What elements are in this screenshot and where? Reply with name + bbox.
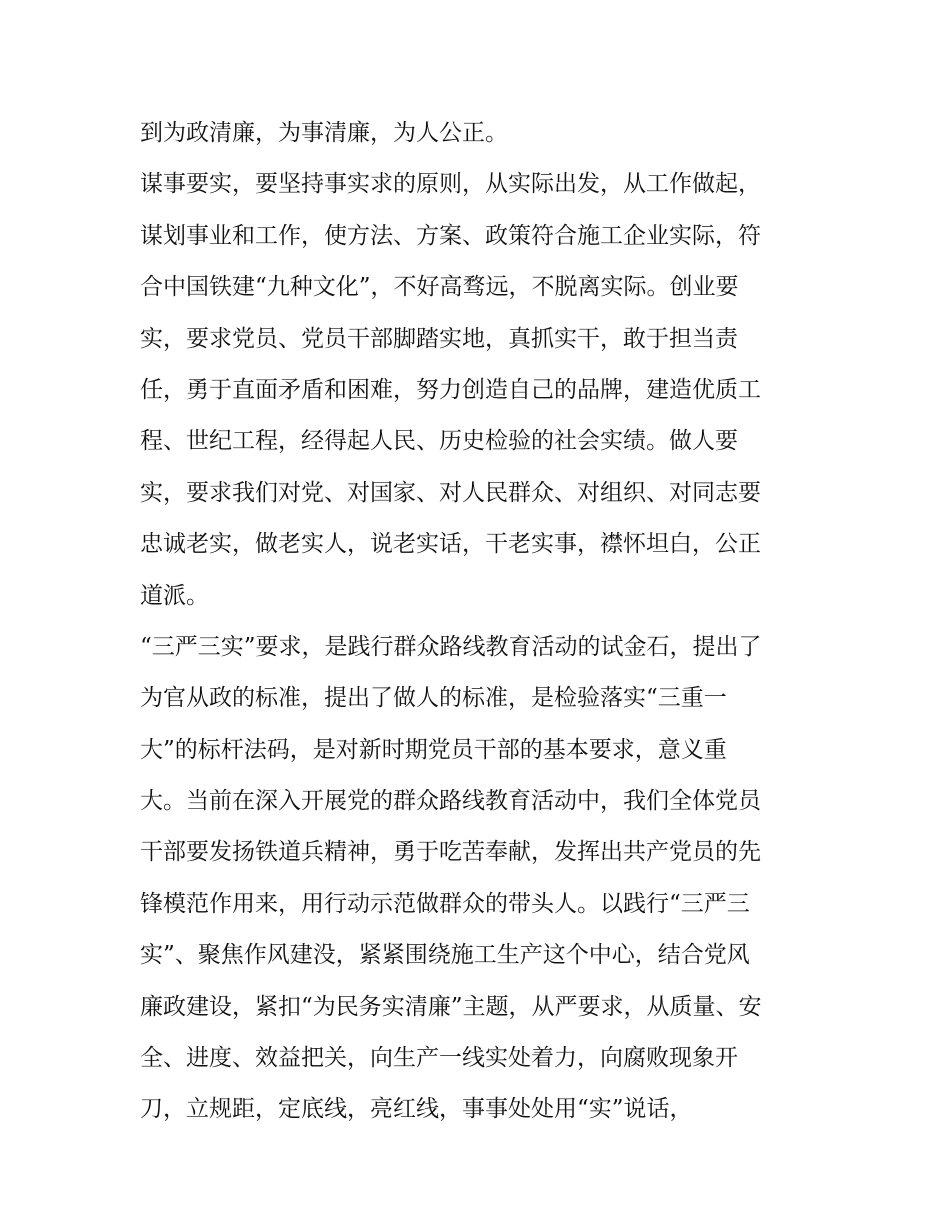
text-line: 实”、聚焦作风建没，紧紧围绕施工生产这个中心，结合党风 <box>140 942 750 969</box>
text-line: 谋事要实，要坚持事实求的原则，从实际出发，从工作做起， <box>140 171 761 198</box>
text-line: 忠诚老实，做老实人，说老实话，干老实事，襟怀坦白，公正 <box>140 531 761 558</box>
text-line: 大”的标杆法码，是对新时期党员干部的基本要求，意义重 <box>140 736 727 763</box>
text-line: 全、进度、效益把关，向生产一线实处着力，向腐败现象开 <box>140 1045 738 1072</box>
text-line: 锋模范作用来，用行动示范做群众的带头人。以践行“三严三 <box>140 890 750 917</box>
text-line: “三严三实”要求，是践行群众路线教育活动的试金石，提出了 <box>140 633 762 660</box>
text-line: 任，勇于直面矛盾和困难，努力创造自己的品牌，建造优质工 <box>140 376 761 403</box>
text-line: 程、世纪工程，经得起人民、历史检验的社会实绩。做人要 <box>140 428 738 455</box>
text-line: 为官从政的标准，提出了做人的标准，是检验落实“三重一 <box>140 685 727 712</box>
text-line: 实，要求我们对党、对国家、对人民群众、对组织、对同志要 <box>140 479 761 506</box>
text-line: 合中国铁建“九种文化”，不好高骛远，不脱离实际。创业要 <box>140 274 739 301</box>
text-line: 廉政建设，紧扣“为民务实清廉”主题，从严要求，从质量、安 <box>140 993 762 1020</box>
text-line: 实，要求党员、党员干部脚踏实地，真抓实干，敢于担当责 <box>140 325 738 352</box>
body-text <box>140 108 820 1136</box>
text-line: 道派。 <box>140 582 209 609</box>
text-line: 刀，立规距，定底线，亮红线，事事处处用“实”说话， <box>140 1096 693 1123</box>
text-line: 谋划事业和工作，使方法、方案、政策符合施工企业实际，符 <box>140 222 761 249</box>
text-line: 大。当前在深入开展党的群众路线教育活动中，我们全体党员 <box>140 788 761 815</box>
text-line: 干部要发扬铁道兵精神，勇于吃苦奉献，发挥出共产党员的先 <box>140 839 761 866</box>
text-line: 到为政清廉，为事清廉，为人公正。 <box>140 120 508 146</box>
